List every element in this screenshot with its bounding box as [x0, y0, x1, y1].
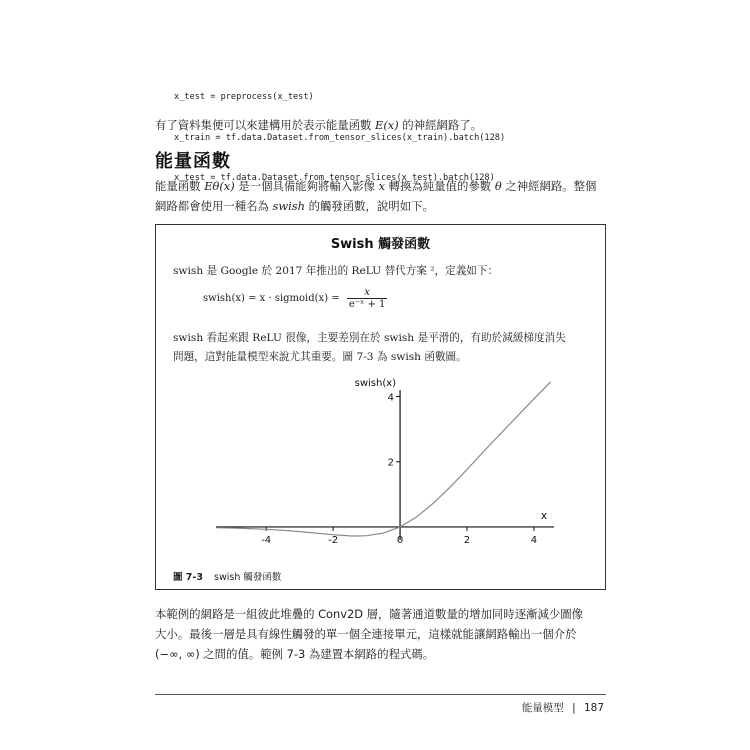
page-number: 187 — [583, 702, 604, 714]
swish-term: swish — [272, 199, 305, 213]
swish-sidebar — [155, 224, 606, 590]
figure-caption-text: swish 觸發函數 — [214, 572, 282, 583]
paragraph-line: 本範例的網路是一組彼此堆疊的 Conv2D 層，隨著通道數量的增加同時逐漸減少圖像 — [155, 607, 584, 621]
sidebar-intro-line: swish 是 Google 於 2017 年推出的 ReLU 替代方案 ²，定義如下： — [173, 265, 499, 277]
y-axis-label: swish(x) — [354, 378, 397, 389]
formula-numerator: x — [347, 287, 388, 299]
figure-number: 圖 7-3 — [173, 572, 203, 583]
footer-rule — [155, 694, 606, 695]
paragraph-line: 網路都會使用一種名為 swish 的觸發函數，說明如下。 — [155, 199, 434, 213]
network-paragraph — [155, 604, 610, 664]
intro-paragraph: 有了資料集便可以來建構用於表示能量函數 E(x) 的神經網路了。 — [155, 118, 483, 132]
chart-layer — [216, 378, 554, 546]
code-line: x_test = tf.data.Dataset.from_tensor_slices(x_test).batch(128) — [174, 173, 495, 183]
swish-chart — [156, 225, 605, 589]
energy-function-paragraph — [155, 176, 610, 216]
footer-separator: | — [572, 702, 576, 714]
code-line: x_test = preprocess(x_test) — [174, 92, 314, 102]
y-tick-label: 4 — [387, 392, 395, 404]
sidebar-line: swish 看起來跟 ReLU 很像，主要差別在於 swish 是平滑的，有助於減緩梯度消失 — [173, 332, 566, 344]
figure-caption — [173, 569, 281, 583]
sidebar-title: Swish 觸發函數 — [330, 237, 431, 252]
page-footer — [522, 700, 604, 715]
x-tick-label: -4 — [261, 534, 272, 546]
x-axis-label: x — [540, 508, 548, 522]
section-heading: 能量函數 — [155, 151, 231, 172]
sidebar-line: 問題，這對能量模型來說尤其重要。圖 7-3 為 swish 函數圖。 — [173, 351, 467, 363]
energy-function-symbol: E(x) — [375, 118, 399, 132]
x-tick-label: 2 — [463, 534, 471, 546]
energy-theta-symbol: Eθ(x) — [204, 179, 235, 193]
x-tick-label: 0 — [396, 534, 404, 546]
x-tick-label: 4 — [530, 534, 538, 546]
swish-curve — [216, 382, 551, 536]
y-tick-label: 2 — [387, 457, 395, 469]
paragraph-line: 能量函數 Eθ(x) 是一個具備能夠將輸入影像 x 轉換為純量值的參數 θ 之神經網路。整個 — [155, 179, 597, 193]
code-line: x_train = tf.data.Dataset.from_tensor_slices(x_train).batch(128) — [174, 132, 506, 143]
paragraph-line: (−∞, ∞) 之間的值。範例 7-3 為建置本網路的程式碼。 — [155, 647, 435, 661]
x-tick-label: -2 — [328, 534, 339, 546]
formula-denominator: e⁻ˣ + 1 — [348, 299, 386, 310]
paragraph-line: 大小。最後一層是具有線性觸發的單一個全連接單元，這樣就能讓網路輸出一個介於 — [155, 627, 577, 641]
footer-chapter: 能量模型 — [521, 702, 564, 714]
formula-left: swish(x) = x · sigmoid(x) = — [203, 293, 340, 304]
